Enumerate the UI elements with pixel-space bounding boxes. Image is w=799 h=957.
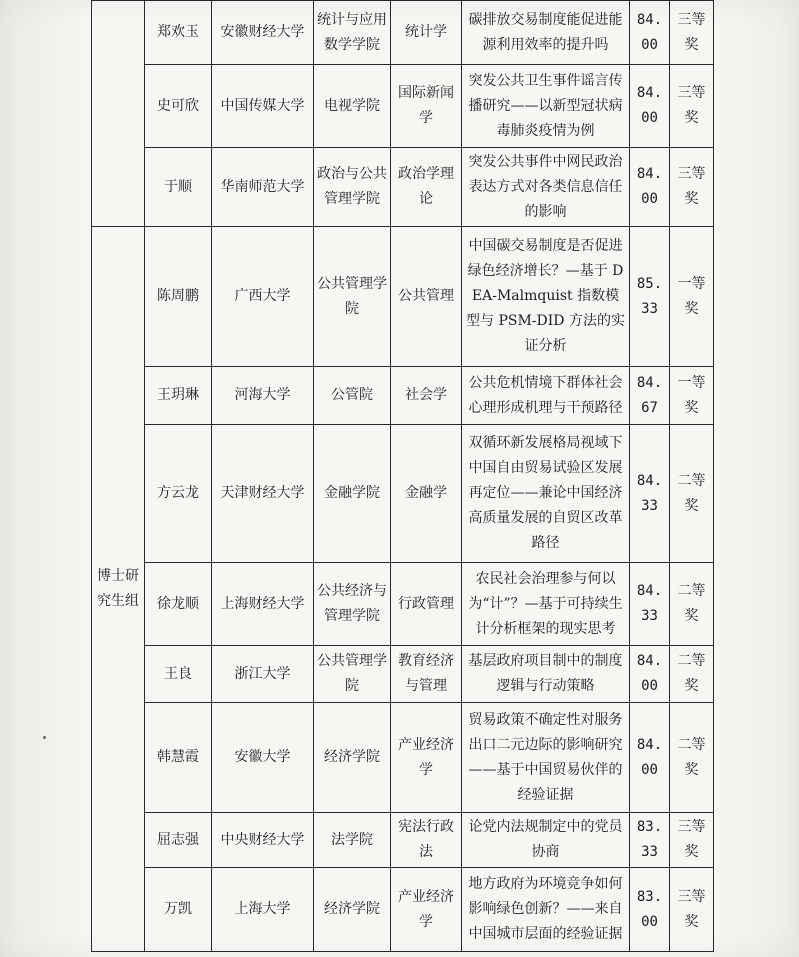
college-cell: 法学院 bbox=[314, 813, 391, 868]
major-cell: 教育经济与管理 bbox=[391, 646, 462, 703]
school-cell: 华南师范大学 bbox=[212, 148, 314, 227]
paper-title-cell: 地方政府为环境竞争如何影响绿色创新？——来自中国城市层面的经验证据 bbox=[462, 868, 630, 952]
table-row bbox=[92, 646, 714, 703]
school-cell: 中国传媒大学 bbox=[212, 65, 314, 148]
scan-speck bbox=[43, 736, 46, 739]
college-cell: 经济学院 bbox=[314, 868, 391, 952]
table-row bbox=[92, 703, 714, 813]
college-cell: 经济学院 bbox=[314, 703, 391, 813]
table-row bbox=[92, 148, 714, 227]
award-cell: 一等奖 bbox=[670, 227, 714, 367]
score-cell: 84.33 bbox=[630, 563, 670, 646]
major-cell: 行政管理 bbox=[391, 563, 462, 646]
paper-title-cell: 贸易政策不确定性对服务出口二元边际的影响研究——基于中国贸易伙伴的经验证据 bbox=[462, 703, 630, 813]
award-cell: 二等奖 bbox=[670, 425, 714, 563]
paper-title-cell: 公共危机情境下群体社会心理形成机理与干预路径 bbox=[462, 367, 630, 425]
college-cell: 电视学院 bbox=[314, 65, 391, 148]
major-cell: 国际新闻学 bbox=[391, 65, 462, 148]
name-cell: 王良 bbox=[145, 646, 212, 703]
name-cell: 方云龙 bbox=[145, 425, 212, 563]
college-cell: 金融学院 bbox=[314, 425, 391, 563]
award-cell: 三等奖 bbox=[670, 65, 714, 148]
score-cell: 84.00 bbox=[630, 1, 670, 65]
college-cell: 公共管理学院 bbox=[314, 227, 391, 367]
score-cell: 84.00 bbox=[630, 646, 670, 703]
name-cell: 史可欣 bbox=[145, 65, 212, 148]
college-cell: 公管院 bbox=[314, 367, 391, 425]
name-cell: 韩慧霞 bbox=[145, 703, 212, 813]
award-cell: 一等奖 bbox=[670, 367, 714, 425]
award-cell: 三等奖 bbox=[670, 868, 714, 952]
major-cell: 宪法行政法 bbox=[391, 813, 462, 868]
major-cell: 统计学 bbox=[391, 1, 462, 65]
score-cell: 84.67 bbox=[630, 367, 670, 425]
major-cell: 产业经济学 bbox=[391, 703, 462, 813]
group-cell-upper bbox=[92, 1, 145, 227]
college-cell: 政治与公共管理学院 bbox=[314, 148, 391, 227]
table-row bbox=[92, 563, 714, 646]
major-cell: 社会学 bbox=[391, 367, 462, 425]
group-label-cell: 博士研究生组 bbox=[92, 227, 145, 952]
table-row bbox=[92, 1, 714, 65]
table-row bbox=[92, 813, 714, 868]
college-cell: 统计与应用数学学院 bbox=[314, 1, 391, 65]
school-cell: 安徽财经大学 bbox=[212, 1, 314, 65]
college-cell: 公共经济与管理学院 bbox=[314, 563, 391, 646]
score-cell: 83.00 bbox=[630, 868, 670, 952]
school-cell: 浙江大学 bbox=[212, 646, 314, 703]
name-cell: 于顺 bbox=[145, 148, 212, 227]
school-cell: 安徽大学 bbox=[212, 703, 314, 813]
paper-title-cell: 突发公共卫生事件谣言传播研究——以新型冠状病毒肺炎疫情为例 bbox=[462, 65, 630, 148]
school-cell: 上海财经大学 bbox=[212, 563, 314, 646]
school-cell: 天津财经大学 bbox=[212, 425, 314, 563]
name-cell: 郑欢玉 bbox=[145, 1, 212, 65]
score-cell: 84.00 bbox=[630, 65, 670, 148]
paper-title-cell: 论党内法规制定中的党员协商 bbox=[462, 813, 630, 868]
score-cell: 84.00 bbox=[630, 148, 670, 227]
score-cell: 83.33 bbox=[630, 813, 670, 868]
college-cell: 公共管理学院 bbox=[314, 646, 391, 703]
paper-title-cell: 双循环新发展格局视域下中国自由贸易试验区发展再定位——兼论中国经济高质量发展的自贸区改革路径 bbox=[462, 425, 630, 563]
paper-title-cell: 中国碳交易制度是否促进绿色经济增长？—基于 DEA-Malmquist 指数模型与 PSM-DID 方法的实证分析 bbox=[462, 227, 630, 367]
table-row bbox=[92, 868, 714, 952]
paper-title-cell: 农民社会治理参与何以为“计”？—基于可持续生计分析框架的现实思考 bbox=[462, 563, 630, 646]
table-row bbox=[92, 425, 714, 563]
school-cell: 中央财经大学 bbox=[212, 813, 314, 868]
table-row bbox=[92, 367, 714, 425]
name-cell: 陈周鹏 bbox=[145, 227, 212, 367]
name-cell: 徐龙顺 bbox=[145, 563, 212, 646]
major-cell: 公共管理 bbox=[391, 227, 462, 367]
award-cell: 二等奖 bbox=[670, 646, 714, 703]
school-cell: 河海大学 bbox=[212, 367, 314, 425]
paper-title-cell: 基层政府项目制中的制度逻辑与行动策略 bbox=[462, 646, 630, 703]
score-cell: 84.33 bbox=[630, 425, 670, 563]
major-cell: 产业经济学 bbox=[391, 868, 462, 952]
name-cell: 王玥琳 bbox=[145, 367, 212, 425]
major-cell: 金融学 bbox=[391, 425, 462, 563]
major-cell: 政治学理论 bbox=[391, 148, 462, 227]
award-cell: 三等奖 bbox=[670, 813, 714, 868]
score-cell: 84.00 bbox=[630, 703, 670, 813]
table-row bbox=[92, 65, 714, 148]
award-cell: 三等奖 bbox=[670, 1, 714, 65]
score-cell: 85.33 bbox=[630, 227, 670, 367]
name-cell: 屈志强 bbox=[145, 813, 212, 868]
paper-title-cell: 突发公共事件中网民政治表达方式对各类信息信任的影响 bbox=[462, 148, 630, 227]
school-cell: 上海大学 bbox=[212, 868, 314, 952]
name-cell: 万凯 bbox=[145, 868, 212, 952]
paper-title-cell: 碳排放交易制度能促进能源利用效率的提升吗 bbox=[462, 1, 630, 65]
award-cell: 三等奖 bbox=[670, 148, 714, 227]
awards-table bbox=[91, 0, 714, 952]
table-row bbox=[92, 227, 714, 367]
award-cell: 二等奖 bbox=[670, 563, 714, 646]
award-cell: 二等奖 bbox=[670, 703, 714, 813]
school-cell: 广西大学 bbox=[212, 227, 314, 367]
